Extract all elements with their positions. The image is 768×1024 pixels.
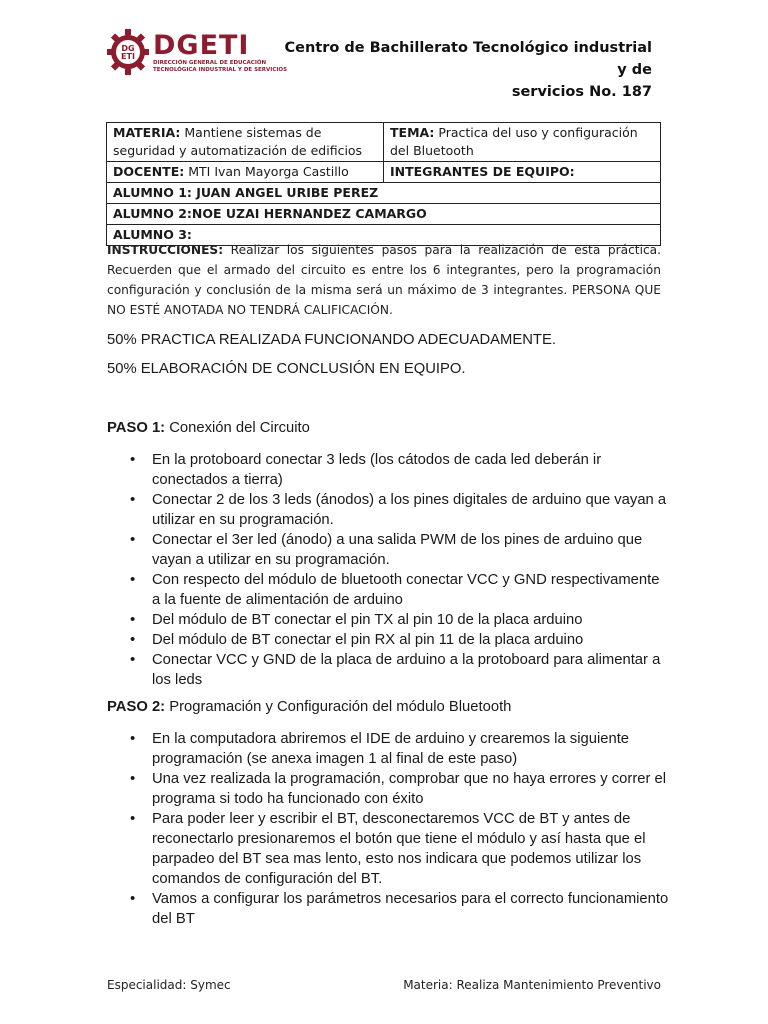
logo-text: DGETI [153,30,250,61]
footer-subject: Materia: Realiza Mantenimiento Preventivo [403,978,661,992]
table-row [107,123,661,162]
paso2-label: PASO 2: [107,699,166,715]
svg-text:DG: DG [121,44,135,53]
list-item: • Conectar el 3er led (ánodo) a una salida PWM de los pines de arduino que vayan a utilizar en su programación. [130,530,670,570]
list-item: • Conectar VCC y GND de la placa de arduino a la protoboard para alimentar a los leds [130,650,670,690]
paso2-list [130,729,670,929]
school-title-line2: servicios No. 187 [511,84,652,100]
docente-cell [107,162,384,183]
footer-specialty: Especialidad: Symec [107,978,231,992]
paso2-title: Programación y Configuración del módulo Bluetooth [169,699,512,715]
alumno2-cell: ALUMNO 2:NOE UZAI HERNANDEZ CAMARGO [107,204,661,225]
paso1-label: PASO 1: [107,420,166,436]
docente-label: DOCENTE: [113,164,185,179]
list-item: • Conectar 2 de los 3 leds (ánodos) a los pines digitales de arduino que vayan a utilizar en su programación. [130,490,670,530]
school-title [272,37,652,103]
table-row [107,162,661,183]
integrantes-label: INTEGRANTES DE EQUIPO: [384,162,661,183]
table-row [107,183,661,204]
logo-subtitle: DIRECCIÓN GENERAL DE EDUCACIÓN TECNOLÓGICA INDUSTRIAL Y DE SERVICIOS [153,60,288,73]
paso2-heading [107,699,511,715]
instructions-label: INSTRUCCIONES: [107,243,224,257]
gear-logo-icon [106,26,150,78]
school-title-line1: Centro de Bachillerato Tecnológico industrial y de [284,40,652,78]
paso1-heading [107,420,310,436]
materia-value: Mantiene sistemas de seguridad y automatización de edificios [113,125,363,158]
svg-text:ETI: ETI [121,52,135,61]
list-item: • Del módulo de BT conectar el pin TX al pin 10 de la placa arduino [130,610,670,630]
instructions-paragraph [107,240,661,320]
grading-line-1: 50% PRACTICA REALIZADA FUNCIONANDO ADECUADAMENTE. [107,332,556,348]
list-item: • En la computadora abriremos el IDE de arduino y crearemos la siguiente programación (se anexa imagen 1 al final de este paso) [130,729,670,769]
materia-cell [107,123,384,162]
tema-cell [384,123,661,162]
dgeti-logo [106,26,296,82]
info-table [106,122,661,246]
list-item: • Con respecto del módulo de bluetooth conectar VCC y GND respectivamente a la fuente de alimentación de arduino [130,570,670,610]
list-item: • Del módulo de BT conectar el pin RX al pin 11 de la placa arduino [130,630,670,650]
list-item: • Para poder leer y escribir el BT, desconectaremos VCC de BT y antes de reconectarlo presionaremos el botón que tiene el módulo y así hasta que el parpadeo del BT sea mas lento, esto nos indicara que podemos utilizar los comandos de configuración del BT. [130,809,670,889]
list-item: • Una vez realizada la programación, comprobar que no haya errores y correr el programa si todo ha funcionado con éxito [130,769,670,809]
table-row [107,204,661,225]
materia-label: MATERIA: [113,125,181,140]
tema-value: Practica del uso y configuración del Bluetooth [390,125,638,158]
grading-line-2: 50% ELABORACIÓN DE CONCLUSIÓN EN EQUIPO. [107,361,466,377]
instructions-text: Realizar los siguientes pasos para la realización de esta práctica. Recuerden que el armado del circuito es entre los 6 integrantes, pero la programación configuración y conclusión de la misma será un máximo de 3 integrantes. PERSONA QUE NO ESTÉ ANOTADA NO TENDRÁ CALIFICACIÓN. [107,243,662,317]
alumno1-cell: ALUMNO 1: JUAN ANGEL URIBE PEREZ [107,183,661,204]
tema-label: TEMA: [390,125,435,140]
list-item: • Vamos a configurar los parámetros necesarios para el correcto funcionamiento del BT [130,889,670,929]
docente-value: MTI Ivan Mayorga Castillo [188,164,349,179]
paso1-list [130,450,670,690]
list-item: • En la protoboard conectar 3 leds (los cátodos de cada led deberán ir conectados a tierra) [130,450,670,490]
paso1-title: Conexión del Circuito [169,420,310,436]
alumno3-cell: ALUMNO 3: [107,225,661,246]
